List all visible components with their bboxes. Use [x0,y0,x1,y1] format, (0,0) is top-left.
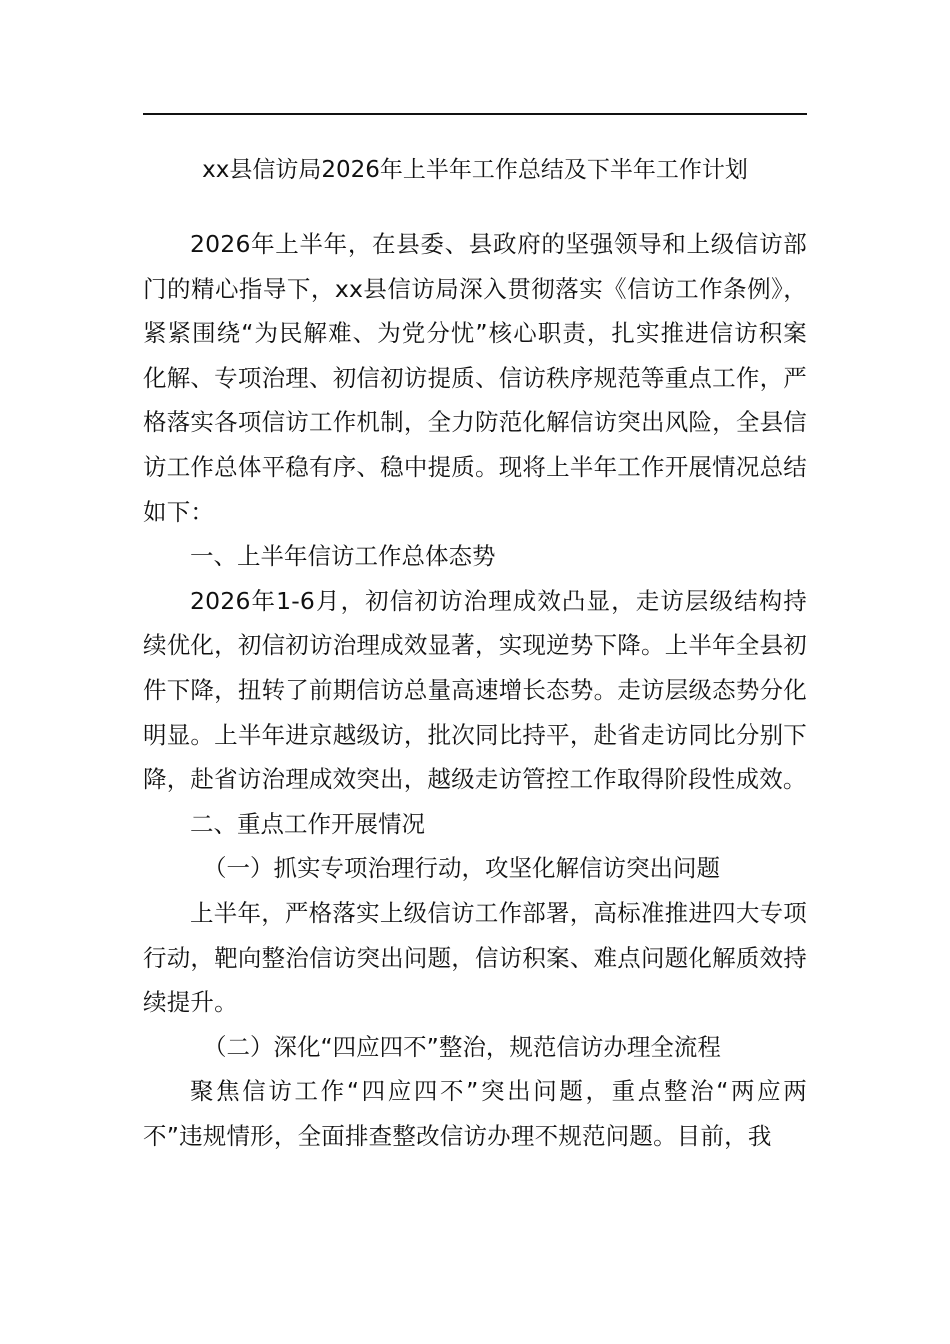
header-rule [143,113,807,115]
document-body [143,222,807,1158]
paragraph-overall-situation: 2026年1-6月，初信初访治理成效凸显，走访层级结构持续优化，初信初访治理成效显著，实现逆势下降。上半年全县初件下降，扭转了前期信访总量高速增长态势。走访层级态势分化明显。上半年进京越级访，批次同比持平，赴省走访同比分别下降，赴省访治理成效突出，越级走访管控工作取得阶段性成效。 [143,586,807,794]
subsection-heading-1: （一）抓实专项治理行动，攻坚化解信访突出问题 [203,854,720,883]
paragraph-intro: 2026年上半年，在县委、县政府的坚强领导和上级信访部门的精心指导下，xx县信访局深入贯彻落实《信访工作条例》，紧紧围绕“为民解难、为党分忧”核心职责，扎实推进信访积案化解、专项治理、初信初访提质、信访秩序规范等重点工作，严格落实各项信访工作机制，全力防范化解信访突出风险，全县信访工作总体平稳有序、稳中提质。现将上半年工作开展情况总结如下： [143,230,807,526]
document-title: xx县信访局2026年上半年工作总结及下半年工作计划 [202,157,748,183]
section-heading-2: 二、重点工作开展情况 [190,809,425,838]
section-heading-1: 一、上半年信访工作总体态势 [190,542,496,571]
paragraph-special-governance: 上半年，严格落实上级信访工作部署，高标准推进四大专项行动，靶向整治信访突出问题，信访积案、难点问题化解质效持续提升。 [143,898,807,1017]
paragraph-four-should-four-not: 聚焦信访工作“四应四不”突出问题，重点整治“两应两不”违规情形，全面排查整改信访办理不规范问题。目前，我 [143,1077,807,1150]
subsection-heading-2: （二）深化“四应四不”整治，规范信访办理全流程 [203,1032,721,1061]
